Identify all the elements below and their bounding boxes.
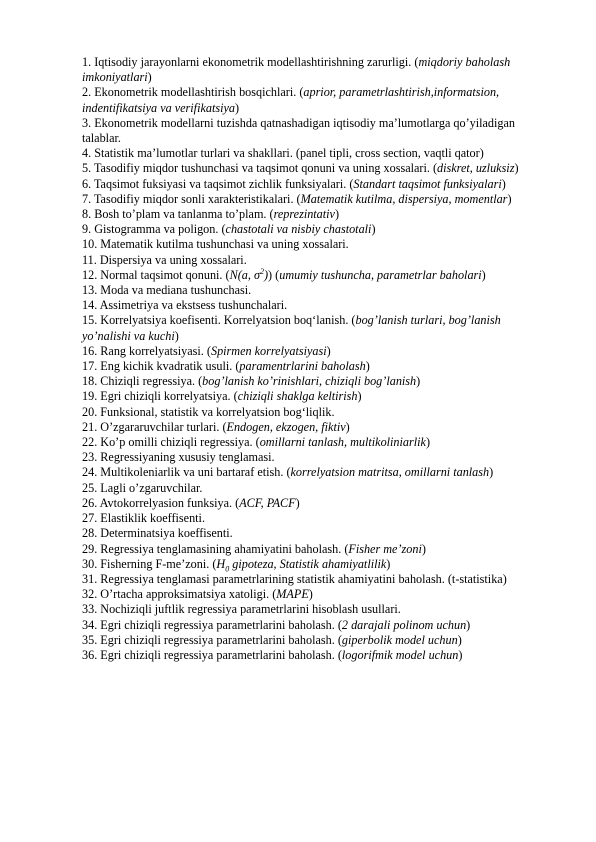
item-text: Multikoleniarlik va uni bartaraf etish. bbox=[100, 465, 284, 480]
item-formula bbox=[230, 268, 268, 282]
item-number: 36. bbox=[82, 647, 98, 662]
list-item bbox=[82, 237, 537, 252]
note-text: gipoteza, Statistik ahamiyatlilik bbox=[229, 556, 387, 571]
note-text: MAPE bbox=[276, 587, 309, 602]
item-text: Ko’p omilli chiziqli regressiya. bbox=[100, 435, 253, 450]
item-note bbox=[437, 161, 514, 175]
list-item: 29. Regressiya tenglamasining ahamiyatini baholash. (Fisher me’zoni) bbox=[82, 541, 426, 556]
list-item: 26. Avtokorrelyasion funksiya. (ACF, PACF) bbox=[82, 495, 300, 510]
item-text: Determinatsiya koeffisenti. bbox=[100, 526, 233, 541]
item-number: 12. bbox=[82, 267, 98, 282]
list-item: 17. Eng kichik kvadratik usuli. (paramentrlarini baholash) bbox=[82, 359, 370, 374]
formula-superscript: 2 bbox=[259, 266, 264, 276]
list-item: 22. Ko’p omilli chiziqli regressiya. (omillarni tanlash, multikoliniarlik) bbox=[82, 435, 430, 450]
note-text: bog’lanish turlari, bog’lanish yo’nalishi va kuchi bbox=[82, 313, 501, 343]
item-number: 30. bbox=[82, 556, 98, 571]
item-number: 20. bbox=[82, 404, 98, 419]
item-number: 18. bbox=[82, 374, 98, 389]
list-item: 36. Egri chiziqli regressiya parametrlarini baholash. (logorifmik model uchun) bbox=[82, 647, 463, 662]
note-text: chiziqli shaklga keltirish bbox=[237, 389, 358, 404]
note-text: Endogen, ekzogen, fiktiv bbox=[226, 419, 346, 434]
item-text: Nochiziqli juftlik regressiya parametrlarini hisoblash usullari. bbox=[100, 602, 401, 617]
note-text: 2 darajali polinom uchun bbox=[341, 617, 467, 632]
item-number: 6. bbox=[82, 176, 92, 191]
item-number: 10. bbox=[82, 237, 98, 252]
item-number: 14. bbox=[82, 298, 98, 313]
item-note bbox=[226, 222, 372, 236]
list-item: 6. Taqsimot fuksiyasi va taqsimot zichlik funksiyalari. (Standart taqsimot funksiyalari) bbox=[82, 176, 506, 191]
item-number: 2. bbox=[82, 85, 92, 100]
item-number: 8. bbox=[82, 207, 92, 222]
item-number: 23. bbox=[82, 450, 98, 465]
item-text: Normal taqsimot qonuni. bbox=[100, 267, 223, 282]
item-number: 28. bbox=[82, 526, 98, 541]
item-text: Regressiyaning xususiy tenglamasi. bbox=[100, 450, 275, 465]
item-number: 17. bbox=[82, 359, 98, 374]
item-text: Dispersiya va uning xossalari. bbox=[99, 252, 247, 267]
item-number: 21. bbox=[82, 419, 98, 434]
item-number: 32. bbox=[82, 587, 98, 602]
note-text: Spirmen korrelyatsiyasi bbox=[210, 343, 327, 358]
item-number: 35. bbox=[82, 632, 98, 647]
item-text: Egri chiziqli regressiya parametrlarini baholash. bbox=[100, 647, 335, 662]
item-number: 13. bbox=[82, 283, 98, 298]
list-item bbox=[82, 450, 537, 465]
note-text: aprior, parametrlashtirish,informatsion, indentifikatsiya va verifikatsiya bbox=[82, 85, 500, 115]
item-note bbox=[342, 633, 458, 647]
item-text: Lagli o’zgaruvchilar. bbox=[100, 480, 203, 495]
list-item bbox=[82, 405, 537, 420]
item-text: Moda va mediana tushunchasi. bbox=[100, 283, 252, 298]
item-number: 5. bbox=[82, 161, 92, 176]
note-text: chastotali va nisbiy chastotali bbox=[225, 222, 372, 237]
item-note bbox=[239, 359, 365, 373]
list-item: 18. Chiziqli regressiya. (bog’lanish ko’rinishlari, chiziqli bog’lanish) bbox=[82, 374, 421, 389]
item-note bbox=[276, 587, 309, 601]
item-text: Rang korrelyatsiyasi. bbox=[100, 343, 204, 358]
item-note bbox=[342, 648, 458, 662]
item-text: Matematik kutilma tushunchasi va uning xossalari. bbox=[100, 237, 349, 252]
list-item: 30. Fisherning F-me’zoni. ($H_0$ gipoteza, Statistik ahamiyatlilik) bbox=[82, 556, 391, 574]
note-text: ACF, PACF bbox=[239, 495, 296, 510]
item-text: Ekonometrik modellarni tuzishda qatnashadigan iqtisodiy ma’lumotlarga qo’yiladigan talablar. bbox=[82, 115, 516, 146]
list-item: 1. Iqtisodiy jarayonlarni ekonometrik modellashtirishning zarurligi. (miqdoriy baholash imkoniyatlari) bbox=[82, 55, 511, 85]
list-item bbox=[82, 146, 537, 161]
note-text: miqdoriy baholash imkoniyatlari bbox=[82, 55, 511, 85]
item-number: 34. bbox=[82, 617, 98, 632]
item-text: Funksional, statistik va korrelyatsion bog‘liqlik. bbox=[100, 404, 335, 419]
item-text: Regressiya tenglamasi parametrlarining statistik ahamiyatini baholash. (t-statistika) bbox=[100, 571, 507, 586]
note-text: korrelyatsion matritsa, omillarni tanlash bbox=[290, 465, 490, 480]
item-number: 26. bbox=[82, 495, 98, 510]
list-item: 12. Normal taqsimot qonuni. (N(a, $\sigma^2$)) (umumiy tushuncha, parametrlar baholari) bbox=[82, 266, 486, 282]
note-subscript: 0 bbox=[225, 564, 230, 574]
item-note bbox=[353, 177, 501, 191]
list-item: 9. Gistogramma va poligon. (chastotali va nisbiy chastotali) bbox=[82, 222, 376, 237]
item-text: O’zgararuvchilar turlari. bbox=[100, 419, 220, 434]
item-note bbox=[202, 374, 416, 388]
item-note bbox=[260, 435, 426, 449]
item-text: Eng kichik kvadratik usuli. bbox=[100, 359, 233, 374]
list-item bbox=[82, 526, 537, 541]
list-item bbox=[82, 572, 537, 587]
item-text: Tasodifiy miqdor tushunchasi va taqsimot qonuni va uning xossalari. bbox=[93, 161, 430, 176]
item-note bbox=[348, 542, 421, 556]
item-number: 3. bbox=[82, 115, 92, 130]
item-number: 9. bbox=[82, 222, 92, 237]
item-note bbox=[239, 496, 295, 510]
note-text: diskret, uzluksiz bbox=[437, 161, 515, 176]
item-note bbox=[227, 420, 346, 434]
formula-suffix: ) bbox=[263, 267, 269, 282]
item-number: 24. bbox=[82, 465, 98, 480]
list-item: 15. Korrelyatsiya koefisenti. Korrelyatsion boq‘lanish. (bog’lanish turlari, bog’lanish yo’nalishi va kuchi) bbox=[82, 313, 501, 343]
list-item: 5. Tasodifiy miqdor tushunchasi va taqsimot qonuni va uning xossalari. (diskret, uzluksiz) bbox=[82, 161, 519, 176]
item-text: O’rtacha approksimatsiya xatoligi. bbox=[100, 587, 270, 602]
item-text: Taqsimot fuksiyasi va taqsimot zichlik funksiyalari. bbox=[93, 176, 347, 191]
item-text: Avtokorrelyasion funksiya. bbox=[99, 495, 233, 510]
note-text: giperbolik model uchun bbox=[341, 632, 458, 647]
item-number: 33. bbox=[82, 602, 98, 617]
list-item: 19. Egri chiziqli korrelyatsiya. (chiziqli shaklga keltirish) bbox=[82, 389, 362, 404]
list-item bbox=[82, 283, 537, 298]
item-note bbox=[211, 344, 327, 358]
item-text: Tasodifiy miqdor sonli xarakteristikalari. bbox=[93, 191, 294, 206]
item-text: Iqtisodiy jarayonlarni ekonometrik modellashtirishning zarurligi. bbox=[94, 55, 412, 69]
note-text: Matematik kutilma, dispersiya, momentlar bbox=[300, 191, 508, 206]
list-item: 35. Egri chiziqli regressiya parametrlarini baholash. (giperbolik model uchun) bbox=[82, 632, 462, 647]
note-text: omillarni tanlash, multikoliniarlik bbox=[259, 435, 426, 450]
item-text: Elastiklik koeffisenti. bbox=[100, 511, 205, 526]
list-item: 8. Bosh to’plam va tanlanma to’plam. (reprezintativ) bbox=[82, 207, 340, 222]
note-text: umumiy tushuncha, parametrlar baholari bbox=[279, 267, 482, 282]
list-item: 7. Tasodifiy miqdor sonli xarakteristikalari. (Matematik kutilma, dispersiya, momentlar) bbox=[82, 191, 512, 206]
note-text: bog’lanish ko’rinishlari, chiziqli bog’lanish bbox=[202, 374, 417, 389]
item-text: Gistogramma va poligon. bbox=[94, 222, 219, 237]
item-text: Assimetriya va ekstsess tushunchalari. bbox=[99, 298, 288, 313]
question-list bbox=[82, 55, 537, 663]
list-item: 24. Multikoleniarlik va uni bartaraf etish. (korrelyatsion matritsa, omillarni tanlash) bbox=[82, 465, 494, 480]
item-number: 22. bbox=[82, 435, 98, 450]
note-text: Fisher me’zoni bbox=[348, 541, 422, 556]
item-number: 11. bbox=[82, 252, 97, 267]
note-prefix: H bbox=[216, 556, 226, 571]
item-text: Chiziqli regressiya. bbox=[100, 374, 196, 389]
item-number: 15. bbox=[82, 313, 98, 328]
item-note bbox=[274, 207, 335, 221]
item-note bbox=[279, 268, 481, 282]
item-number: 16. bbox=[82, 343, 98, 358]
note-text: logorifmik model uchun bbox=[341, 647, 459, 662]
item-text: Bosh to’plam va tanlanma to’plam. bbox=[94, 207, 267, 222]
item-text: Korrelyatsiya koefisenti. Korrelyatsion boq‘lanish. bbox=[100, 313, 349, 328]
item-number: 1. bbox=[82, 55, 92, 69]
item-number: 25. bbox=[82, 480, 98, 495]
item-note bbox=[291, 465, 490, 479]
list-item: 34. Egri chiziqli regressiya parametrlarini baholash. (2 darajali polinom uchun) bbox=[82, 617, 471, 632]
item-text: Egri chiziqli regressiya parametrlarini baholash. bbox=[100, 617, 335, 632]
item-text: Statistik ma’lumotlar turlari va shakllari. (panel tipli, cross section, vaqtli qator) bbox=[94, 146, 484, 161]
note-text: reprezintativ bbox=[273, 207, 335, 222]
list-item: 21. O’zgararuvchilar turlari. (Endogen, ekzogen, fiktiv) bbox=[82, 419, 350, 434]
list-item: 16. Rang korrelyatsiyasi. (Spirmen korrelyatsiyasi) bbox=[82, 343, 331, 358]
list-item: 32. O’rtacha approksimatsiya xatoligi. (MAPE) bbox=[82, 587, 313, 602]
item-number: 7. bbox=[82, 191, 92, 206]
item-note bbox=[342, 618, 466, 632]
note-text: paramentrlarini baholash bbox=[239, 359, 366, 374]
item-note bbox=[301, 192, 508, 206]
list-item bbox=[82, 481, 537, 496]
item-text: Fisherning F-me’zoni. bbox=[100, 556, 210, 571]
item-number: 31. bbox=[82, 571, 98, 586]
formula-prefix: N(a, σ bbox=[229, 267, 260, 282]
list-item: 2. Ekonometrik modellashtirish bosqichlari. (aprior, parametrlashtirish,informatsion, indentifikatsiya va verifikatsiya) bbox=[82, 85, 500, 115]
list-item bbox=[82, 298, 537, 313]
item-text: Regressiya tenglamasining ahamiyatini baholash. bbox=[100, 541, 342, 556]
list-item bbox=[82, 511, 537, 526]
item-number: 19. bbox=[82, 389, 98, 404]
list-item bbox=[82, 253, 537, 268]
item-text: Egri chiziqli regressiya parametrlarini baholash. bbox=[100, 632, 335, 647]
list-item bbox=[82, 116, 537, 146]
item-text: Egri chiziqli korrelyatsiya. bbox=[100, 389, 231, 404]
item-note bbox=[238, 389, 358, 403]
note-text: Standart taqsimot funksiyalari bbox=[353, 176, 502, 191]
item-number: 4. bbox=[82, 146, 92, 161]
item-number: 29. bbox=[82, 541, 98, 556]
list-item bbox=[82, 602, 537, 617]
item-number: 27. bbox=[82, 511, 98, 526]
item-text: Ekonometrik modellashtirish bosqichlari. bbox=[94, 85, 297, 100]
